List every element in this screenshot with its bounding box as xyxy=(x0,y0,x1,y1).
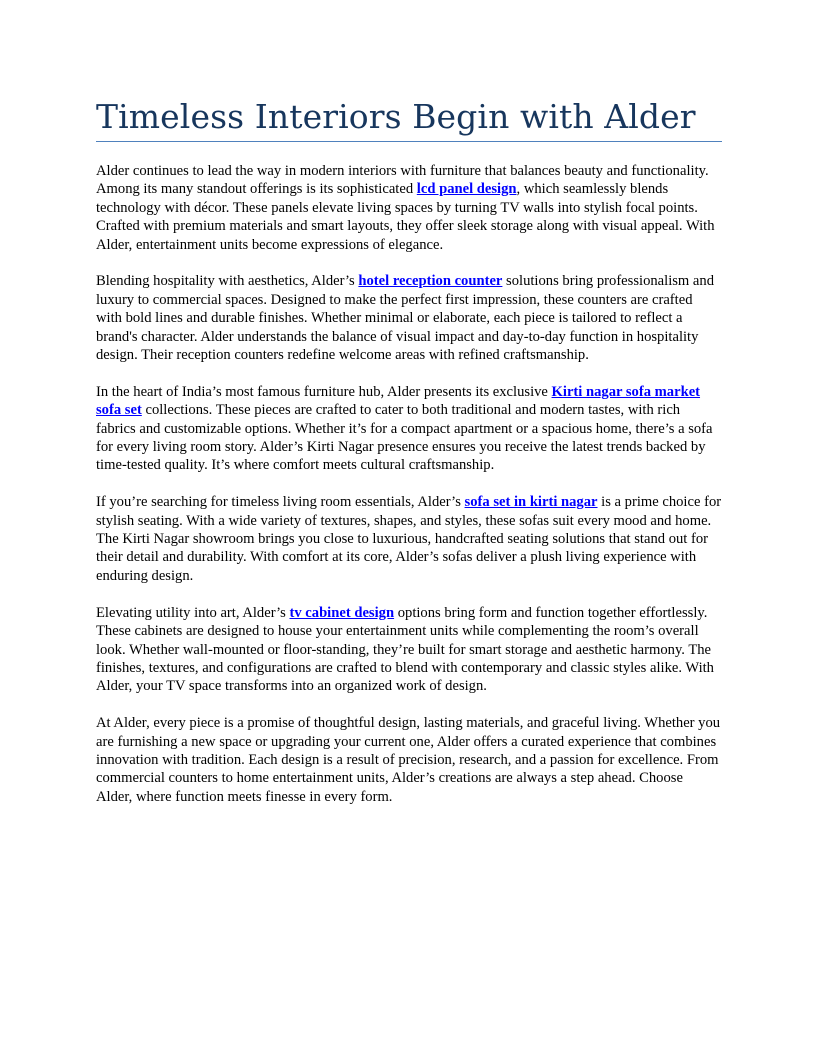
paragraph-text: options bring form and function together effortlessly. These cabinets are designed to house your entertainment units while complementing the room’s overall look. Whether wall-mounted or floor-standing, they’re built for smart storage and aesthetic harmony. The finishes, textures, and configurations are crafted to blend with contemporary and classic styles alike. With Alder, your TV space transforms into an organized work of design. xyxy=(96,604,714,695)
paragraph-kirti-nagar-market xyxy=(96,383,722,475)
paragraph-closing xyxy=(96,714,722,806)
paragraph-text: Alder continues to lead the way in modern interiors with furniture that balances beauty and functionality. Among its many standout offerings is its sophisticated xyxy=(96,163,709,198)
title-divider xyxy=(96,141,722,142)
link-hotel-reception-counter[interactable]: hotel reception counter xyxy=(358,273,503,290)
paragraph-text: Elevating utility into art, Alder’s xyxy=(96,604,290,621)
paragraph-sofa-set xyxy=(96,493,722,585)
paragraph-hotel-reception xyxy=(96,272,722,364)
paragraph-text: , which seamlessly blends technology with décor. These panels elevate living spaces by turning TV walls into stylish focal points. Crafted with premium materials and smart layouts, they offer sleek storage along with visual appeal. With Alder, entertainment units become expressions of elegance. xyxy=(96,181,715,253)
document-page xyxy=(96,96,722,825)
paragraph-text: solutions bring professionalism and luxury to commercial spaces. Designed to make the perfect first impression, these counters are crafted with bold lines and durable finishes. Whether minimal or elaborate, each piece is tailored to reflect a brand's character. Alder understands the balance of visual impact and day-to-day function in hospitality design. Their reception counters redefine welcome areas with refined craftsmanship. xyxy=(96,273,715,364)
paragraph-lcd-panel xyxy=(96,162,722,254)
link-tv-cabinet-design[interactable]: tv cabinet design xyxy=(289,604,395,621)
paragraph-text: is a prime choice for stylish seating. With a wide variety of textures, shapes, and styles, these sofas suit every mood and home. The Kirti Nagar showroom brings you close to luxurious, handcrafted seating solutions that stand out for their detail and durability. With comfort at its core, Alder’s sofas deliver a plush living experience with enduring design. xyxy=(96,494,722,584)
link-kirti-nagar-sofa-market[interactable]: Kirti nagar sofa market sofa set xyxy=(96,383,701,419)
paragraph-text: In the heart of India’s most famous furniture hub, Alder presents its exclusive xyxy=(96,383,552,400)
paragraph-text: collections. These pieces are crafted to cater to both traditional and modern tastes, with rich fabrics and customizable options. Whether it’s for a compact apartment or a spacious home, there’s a sofa for every living room story. Alder’s Kirti Nagar presence ensures you receive the latest trends backed by time-tested quality. It’s where comfort meets cultural craftsmanship. xyxy=(96,402,713,474)
paragraph-text: If you’re searching for timeless living room essentials, Alder’s xyxy=(96,494,465,511)
paragraph-tv-cabinet xyxy=(96,604,722,696)
paragraph-text: Blending hospitality with aesthetics, Alder’s xyxy=(96,273,359,290)
page-title: Timeless Interiors Begin with Alder xyxy=(96,97,696,136)
paragraph-text: At Alder, every piece is a promise of thoughtful design, lasting materials, and graceful living. Whether you are furnishing a new space or upgrading your current one, Alder offers a curated experience that combines innovation with tradition. Each design is a result of precision, research, and a passion for excellence. From commercial counters to home entertainment units, Alder’s creations are always a step ahead. Choose Alder, where function meets finesse in every form. xyxy=(96,715,721,805)
link-lcd-panel-design[interactable]: lcd panel design xyxy=(416,181,517,198)
link-sofa-set-kirti-nagar[interactable]: sofa set in kirti nagar xyxy=(464,494,598,511)
